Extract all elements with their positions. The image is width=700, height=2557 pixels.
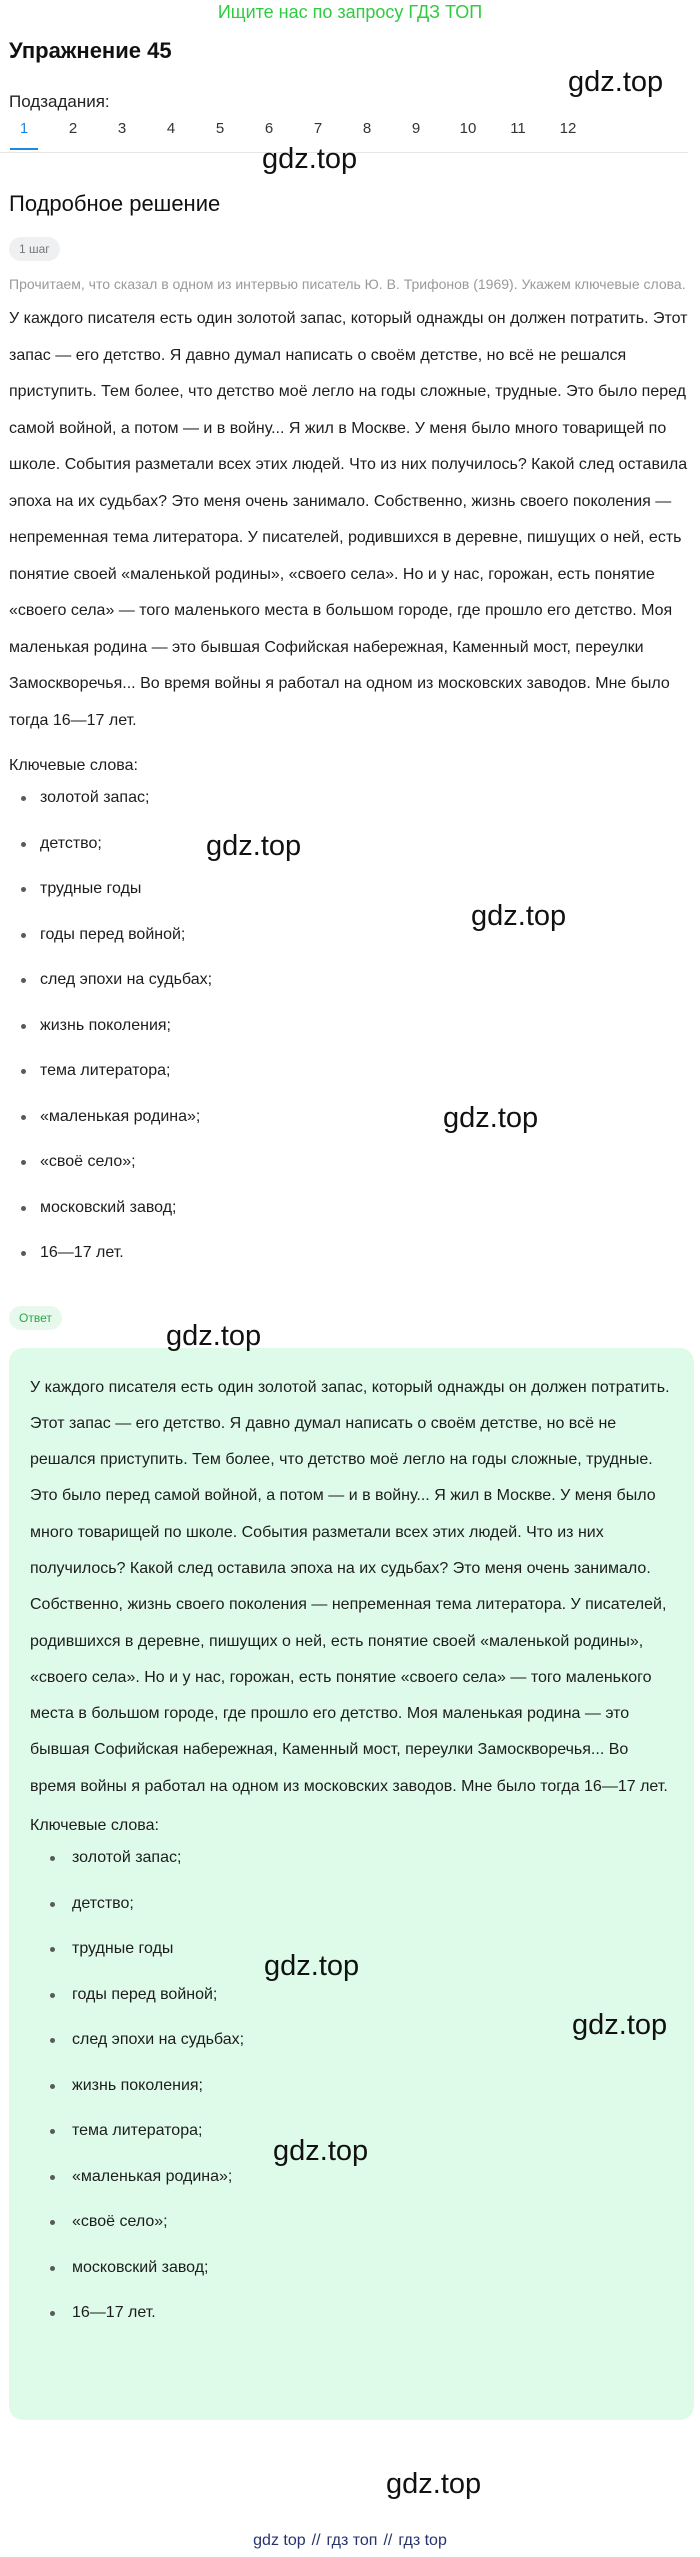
answer-keyword-item: тема литератора; [30,2108,676,2154]
answer-keyword-item: «маленькая родина»; [30,2154,676,2200]
interview-text: У каждого писателя есть один золотой запас, который однажды он должен потратить. Этот запас — его детство. Я давно думал написать о своём детстве, но всё не решался приступить. Тем более, что детство моё легло на годы сложные, трудные. Это было перед самой войной, а потом — и в войну... Я жил в Москве. У меня было много товарищей по школе. События разметали всех этих людей. Что из них получилось? Какой след оставила эпоха на их судьбах? Это меня очень занимало. Собственно, жизнь своего поколения — непременная тема литератора. У писателей, родившихся в деревне, пишущих о ней, есть понятие своей «маленькой родины», «своего села». Но и у нас, горожан, есть понятие «своего села» — того маленького места в большом городе, где прошло его детство. Моя маленькая родина — это бывшая Софийская набережная, Каменный мост, переулки Замоскворечья... Во время войны я работал на одном из московских заводов. Мне было тогда 16—17 лет. [9,310,688,729]
subtask-tab-11[interactable]: 11 [510,120,526,137]
answer-box [9,1348,694,2420]
keyword-item: «своё село»; [0,1139,700,1185]
watermark: gdz.top [273,2135,369,2167]
search-banner: Ищите нас по запросу ГДЗ ТОП [217,2,483,22]
subtasks-label: Подзадания: [9,92,110,111]
keyword-item: золотой запас; [0,775,700,821]
keyword-item: след эпохи на судьбах; [0,957,700,1003]
answer-keyword-item: след эпохи на судьбах; [30,2017,676,2063]
keyword-item: детство; [0,821,700,867]
answer-keyword-item: трудные годы [30,1926,676,1972]
footer [0,2532,700,2550]
subtask-tab-8[interactable]: 8 [362,120,372,137]
keywords-list [0,775,700,1276]
keyword-item: трудные годы [0,866,700,912]
subtask-tab-3[interactable]: 3 [117,120,127,137]
keywords-label: Ключевые слова: [9,757,138,774]
watermark: gdz.top [443,1102,539,1134]
watermark: gdz.top [572,2009,668,2041]
subtask-tab-6[interactable]: 6 [264,120,274,137]
answer-keyword-item: детство; [30,1881,676,1927]
subtask-tab-4[interactable]: 4 [166,120,176,137]
answer-badge: Ответ [9,1306,62,1330]
watermark: gdz.top [568,66,664,98]
answer-keyword-item: жизнь поколения; [30,2063,676,2109]
answer-keyword-item: годы перед войной; [30,1972,676,2018]
subtask-tab-1[interactable]: 1 [12,120,36,137]
keyword-item: жизнь поколения; [0,1003,700,1049]
footer-separator: // [311,2532,321,2549]
footer-link[interactable]: гдз top [398,2532,447,2549]
keyword-item: московский завод; [0,1185,700,1231]
keyword-item: годы перед войной; [0,912,700,958]
subtask-tab-9[interactable]: 9 [411,120,421,137]
keyword-item: «маленькая родина»; [0,1094,700,1140]
keyword-item: 16—17 лет. [0,1230,700,1276]
watermark: gdz.top [386,2468,482,2500]
footer-link[interactable]: гдз топ [326,2532,378,2549]
answer-keyword-item: «своё село»; [30,2199,676,2245]
subtask-tab-10[interactable]: 10 [459,120,477,137]
keyword-item: тема литератора; [0,1048,700,1094]
answer-keyword-item: московский завод; [30,2245,676,2291]
step-badge: 1 шаг [9,237,60,261]
answer-keywords-list [30,1835,676,2336]
footer-separator: // [383,2532,393,2549]
watermark: gdz.top [262,143,358,175]
answer-keywords-label: Ключевые слова: [30,1817,159,1835]
page-title: Упражнение 45 [9,38,172,63]
step-intro: Прочитаем, что сказал в одном из интервью писатель Ю. В. Трифонов (1969). Укажем ключевые слова. [9,276,686,292]
subtask-tab-7[interactable]: 7 [313,120,323,137]
watermark: gdz.top [471,900,567,932]
answer-keyword-item: 16—17 лет. [30,2290,676,2336]
footer-link[interactable]: gdz top [253,2532,306,2549]
solution-heading: Подробное решение [9,191,221,216]
answer-keyword-item: золотой запас; [30,1835,676,1881]
subtask-tab-5[interactable]: 5 [215,120,225,137]
watermark: gdz.top [264,1950,360,1982]
watermark: gdz.top [206,830,302,862]
subtask-tab-12[interactable]: 12 [559,120,577,137]
subtask-tab-2[interactable]: 2 [68,120,78,137]
answer-text: У каждого писателя есть один золотой запас, который однажды он должен потратить. Этот запас — его детство. Я давно думал написать о своём детстве, но всё не решался приступить. Тем более, что детство моё легло на годы сложные, трудные. Это было перед самой войной, а потом — и в войну... Я жил в Москве. У меня было много товарищей по школе. События разметали всех этих людей. Что из них получилось? Какой след оставила эпоха на их судьбах? Это меня очень занимало. Собственно, жизнь своего поколения — непременная тема литератора. У писателей, родившихся в деревне, пишущих о ней, есть понятие своей «маленькой родины», «своего села». Но и у нас, горожан, есть понятие «своего села» — того маленького места в большом городе, где прошло его детство. Моя маленькая родина — это бывшая Софийская набережная, Каменный мост, переулки Замоскворечья... Во время войны я работал на одном из московских заводов. Мне было тогда 16—17 лет. [30,1378,670,1795]
watermark: gdz.top [166,1320,262,1352]
